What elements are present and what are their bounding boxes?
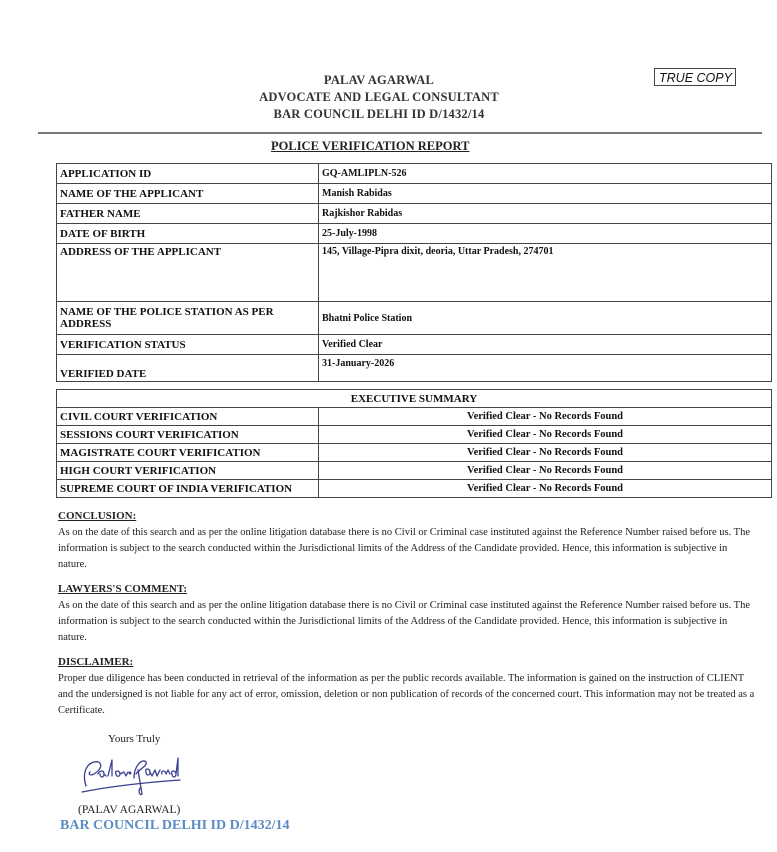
signatory-name: (PALAV AGARWAL) [78,804,181,816]
row-label: CIVIL COURT VERIFICATION [57,408,319,426]
row-label: FATHER NAME [57,204,319,224]
table-row [57,204,772,224]
advocate-name: PALAV AGARWAL [323,73,435,87]
letterhead [250,72,508,123]
row-value: Verified Clear - No Records Found [319,408,772,426]
row-value: Manish Rabidas [319,184,772,204]
bar-council-id: BAR COUNCIL DELHI ID D/1432/14 [273,107,485,121]
row-label: SESSIONS COURT VERIFICATION [57,426,319,444]
row-label: VERIFICATION STATUS [57,335,319,355]
conclusion-text: As on the date of this search and as per the online litigation database there is no Civil or Criminal case instituted against the Reference Number raised before us. The information is subject to the search conducted within the Jurisdictional limits of the Address of the Candidate provided. Hence, this information is subjective in nature. [58,527,751,570]
true-copy-stamp: TRUE COPY [654,68,736,86]
row-value: Rajkishor Rabidas [319,204,772,224]
row-label: APPLICATION ID [57,164,319,184]
table-row [57,408,772,426]
lawyers-comment-text: As on the date of this search and as per the online litigation database there is no Civil or Criminal case instituted against the Reference Number raised before us. The information is subject to the search conducted within the Jurisdictional limits of the Address of the Candidate provided. Hence, this information is subjective in nature. [58,600,751,643]
row-value: Verified Clear [319,335,772,355]
disclaimer-text: Proper due diligence has been conducted in retrieval of the information as per the public records available. The information is gained on the instruction of CLIENT and the undersigned is not liable for any act of error, omission, deletion or non publication of records of the concerned court. This information may not be treated as a Certificate. [58,673,755,716]
table-row [57,302,772,335]
header-divider [38,132,762,134]
row-label: ADDRESS OF THE APPLICANT [57,244,319,302]
executive-summary-heading: EXECUTIVE SUMMARY [57,390,772,408]
row-value: Verified Clear - No Records Found [319,480,772,498]
table-row [57,426,772,444]
lawyers-comment-section [58,583,758,646]
table-header-row [57,390,772,408]
executive-summary-table [56,389,772,498]
conclusion-section [58,510,758,573]
row-value: Bhatni Police Station [319,302,772,335]
table-row [57,184,772,204]
row-label: SUPREME COURT OF INDIA VERIFICATION [57,480,319,498]
table-row [57,444,772,462]
table-row [57,462,772,480]
row-value: Verified Clear - No Records Found [319,426,772,444]
table-row [57,355,772,382]
table-row [57,480,772,498]
lawyers-comment-heading: LAWYERS'S COMMENT: [58,583,188,595]
disclaimer-heading: DISCLAIMER: [58,656,134,668]
report-title: POLICE VERIFICATION REPORT [271,139,470,153]
row-value: 31-January-2026 [319,355,772,382]
row-value: Verified Clear - No Records Found [319,444,772,462]
table-row [57,224,772,244]
row-label: VERIFIED DATE [57,355,319,382]
signatory-bar-council-id: BAR COUNCIL DELHI ID D/1432/14 [60,818,290,833]
table-row [57,335,772,355]
conclusion-heading: CONCLUSION: [58,510,137,522]
advocate-title: ADVOCATE AND LEGAL CONSULTANT [259,90,499,104]
signature-icon [72,752,187,805]
row-value: 145, Village-Pipra dixit, deoria, Uttar Pradesh, 274701 [319,244,772,302]
disclaimer-section [58,656,758,719]
row-label: NAME OF THE APPLICANT [57,184,319,204]
closing-text: Yours Truly [108,733,161,745]
table-row [57,164,772,184]
table-row [57,244,772,302]
row-label: DATE OF BIRTH [57,224,319,244]
row-label: HIGH COURT VERIFICATION [57,462,319,480]
row-value: GQ-AMLIPLN-526 [319,164,772,184]
applicant-info-table [56,163,772,382]
row-value: Verified Clear - No Records Found [319,462,772,480]
row-label: NAME OF THE POLICE STATION AS PER ADDRESS [57,302,319,335]
row-value: 25-July-1998 [319,224,772,244]
row-label: MAGISTRATE COURT VERIFICATION [57,444,319,462]
